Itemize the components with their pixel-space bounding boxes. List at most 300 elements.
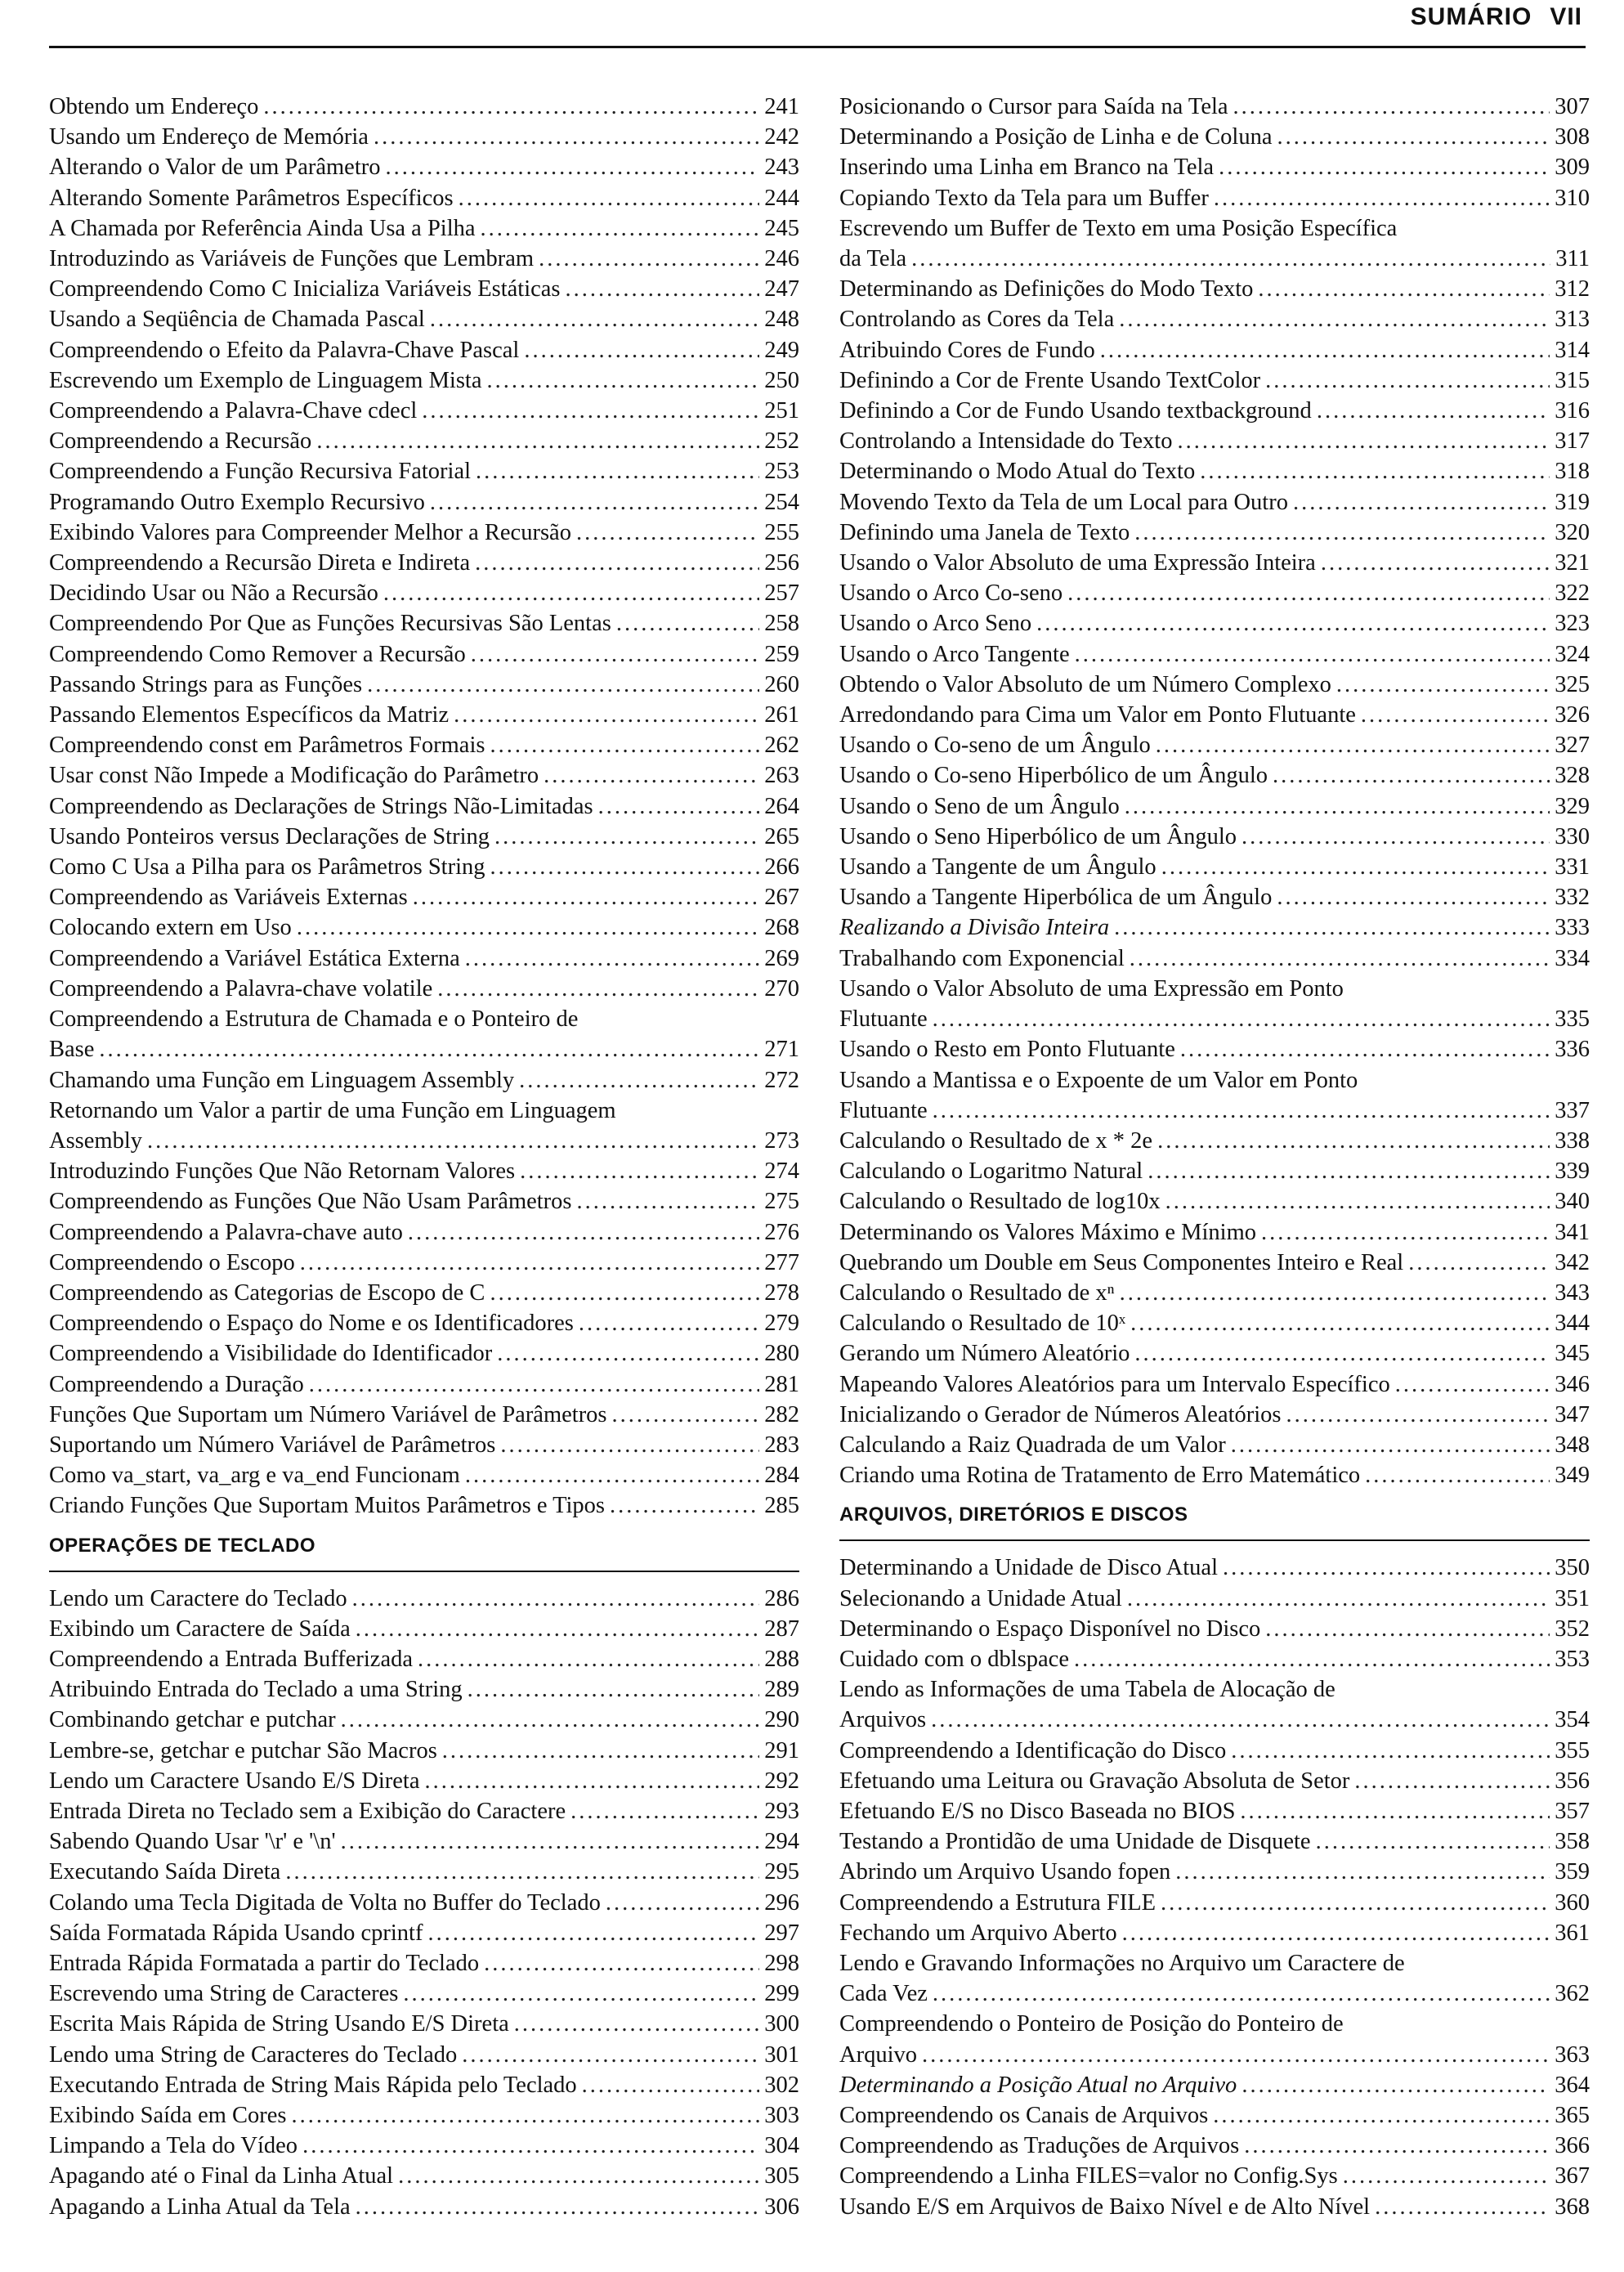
toc-entry-title: Compreendendo as Categorias de Escopo de C (49, 1279, 485, 1306)
toc-entry (49, 1338, 799, 1369)
dot-leader (386, 152, 760, 182)
toc-entry-title: Fechando um Arquivo Aberto (839, 1920, 1117, 1946)
toc-entry-title: Lendo um Caractere do Teclado (49, 1585, 347, 1611)
toc-entry (49, 1796, 799, 1826)
toc-entry (49, 974, 799, 1004)
dot-leader (403, 1978, 759, 2009)
toc-entry-page: 313 (1555, 307, 1590, 333)
toc-entry-title: Decidindo Usar ou Não a Recursão (49, 580, 378, 607)
dot-leader (1165, 1186, 1550, 1217)
toc-entry-title: Usando o Co-seno Hiperbólico de um Ângulo (839, 763, 1268, 789)
toc-entry-page: 288 (764, 1646, 799, 1672)
toc-entry (839, 1888, 1590, 1918)
toc-entry-page: 246 (764, 246, 799, 272)
toc-entry-title: Definindo a Cor de Frente Usando TextColor (839, 367, 1261, 393)
toc-entry-title: Compreendendo a Identificação do Disco (839, 1737, 1227, 1763)
dot-leader (367, 670, 759, 700)
dot-leader (462, 2040, 759, 2070)
toc-entry-page: 347 (1555, 1401, 1590, 1427)
dot-leader (1361, 700, 1550, 730)
toc-entry (839, 1278, 1590, 1308)
toc-entry-title: Calculando o Resultado de xⁿ (839, 1279, 1115, 1306)
toc-entry-title-line: Compreendendo o Ponteiro de Posição do Ponteiro de (839, 2011, 1344, 2037)
dot-leader (1241, 2070, 1550, 2100)
toc-entry-title: Compreendendo o Espaço do Nome e os Identificadores (49, 1311, 574, 1337)
toc-entry-title: Escrevendo um Exemplo de Linguagem Mista (49, 367, 482, 393)
toc-entry-title: Compreendendo a Palavra-chave auto (49, 1219, 403, 1245)
dot-leader (285, 1857, 759, 1887)
dot-leader (1265, 1614, 1550, 1644)
dot-leader (1241, 822, 1550, 852)
toc-entry-title: Compreendendo as Variáveis Externas (49, 885, 408, 911)
toc-entry-page: 362 (1555, 1981, 1590, 2007)
dot-leader (1316, 1826, 1550, 1857)
dot-leader (309, 1369, 759, 1400)
toc-entry (49, 456, 799, 486)
toc-entry-page: 257 (764, 580, 799, 607)
toc-entry (839, 1400, 1590, 1430)
toc-entry-page: 324 (1555, 641, 1590, 667)
toc-entry-title: Entrada Rápida Formatada a partir do Teclado (49, 1950, 480, 1976)
toc-entry-page: 318 (1555, 459, 1590, 485)
toc-entry-title: Compreendendo Como Remover a Recursão (49, 641, 466, 667)
toc-entry (839, 608, 1590, 639)
toc-entry-page: 311 (1555, 246, 1590, 272)
dot-leader (316, 426, 759, 456)
toc-entry (49, 1248, 799, 1278)
toc-entry (839, 548, 1590, 578)
toc-entry-page: 285 (764, 1493, 799, 1519)
toc-entry-page: 315 (1555, 367, 1590, 393)
toc-entry (49, 1918, 799, 1948)
dot-leader (1375, 2192, 1550, 2222)
toc-entry (49, 608, 799, 639)
toc-entry (49, 213, 799, 244)
toc-entry-page: 354 (1555, 1707, 1590, 1733)
dot-leader (1231, 1430, 1550, 1460)
toc-entry-title: Passando Elementos Específicos da Matriz (49, 702, 450, 728)
toc-entry-page: 294 (764, 1829, 799, 1855)
toc-entry-title: Apagando até o Final da Linha Atual (49, 2163, 394, 2189)
dot-leader (352, 1584, 760, 1614)
dot-leader (1277, 122, 1550, 152)
dot-leader (1074, 1644, 1550, 1674)
dot-leader (476, 456, 759, 486)
toc-entry-title: Compreendendo a Palavra-chave volatile (49, 975, 433, 1002)
toc-entry (839, 1614, 1590, 1644)
toc-entry-page: 321 (1555, 550, 1590, 576)
toc-entry-page: 332 (1555, 885, 1590, 911)
toc-entry-title: Efetuando E/S no Disco Baseada no BIOS (839, 1798, 1236, 1824)
dot-leader (1119, 304, 1550, 334)
toc-entry-page: 312 (1555, 276, 1590, 302)
toc-entry-title: Limpando a Tela do Vídeo (49, 2133, 298, 2159)
toc-entry-page: 334 (1555, 945, 1590, 971)
dot-leader (616, 608, 759, 639)
toc-entry (49, 700, 799, 730)
toc-entry-title: Lendo um Caractere Usando E/S Direta (49, 1768, 420, 1794)
dot-leader (1214, 183, 1550, 213)
dot-leader (606, 1888, 759, 1918)
dot-leader (1130, 943, 1550, 974)
dot-leader (582, 2070, 760, 2100)
dot-leader (524, 335, 759, 365)
toc-entry-page: 259 (764, 641, 799, 667)
dot-leader (1231, 1736, 1550, 1766)
toc-entry-title: Cuidado com o dblspace (839, 1646, 1069, 1672)
toc-entry (839, 518, 1590, 548)
toc-entry-title: Compreendendo a Entrada Bufferizada (49, 1646, 413, 1672)
dot-leader (484, 1948, 759, 1978)
toc-entry-title: Determinando o Espaço Disponível no Disco (839, 1615, 1261, 1642)
toc-entry-page: 264 (764, 793, 799, 819)
toc-entry-page: 278 (764, 1279, 799, 1306)
toc-entry-title: Mapeando Valores Aleatórios para um Intervalo Específico (839, 1371, 1390, 1397)
toc-entry (839, 2131, 1590, 2161)
toc-entry (49, 548, 799, 578)
toc-entry (839, 670, 1590, 700)
toc-entry (49, 1857, 799, 1887)
toc-entry (49, 639, 799, 670)
toc-entry-page: 367 (1555, 2163, 1590, 2189)
toc-entry-title-line: Lendo as Informações de uma Tabela de Alocação de (839, 1677, 1335, 1703)
toc-entry-page: 298 (764, 1950, 799, 1976)
toc-entry-page: 361 (1555, 1920, 1590, 1946)
dot-leader (1148, 1156, 1550, 1186)
dot-leader (468, 1674, 760, 1705)
toc-entry-page: 356 (1555, 1768, 1590, 1794)
toc-entry-page: 260 (764, 671, 799, 697)
toc-entry (839, 852, 1590, 882)
toc-entry-page: 328 (1555, 763, 1590, 789)
dot-leader (490, 852, 760, 882)
toc-entry (49, 730, 799, 760)
toc-entry-title: Compreendendo a Palavra-Chave cdecl (49, 398, 418, 424)
toc-entry-title: Executando Saída Direta (49, 1859, 281, 1885)
dot-leader (1273, 760, 1550, 791)
toc-entry-title: Usar const Não Impede a Modificação do Parâmetro (49, 763, 539, 789)
toc-entry-page: 271 (764, 1037, 799, 1063)
dot-leader (514, 2009, 759, 2039)
toc-entry-title: Compreendendo o Efeito da Palavra-Chave Pascal (49, 337, 520, 363)
toc-entry (839, 304, 1590, 334)
toc-entry (839, 1553, 1590, 1583)
toc-entry (49, 1369, 799, 1400)
toc-entry-title: Compreendendo as Funções Que Não Usam Parâmetros (49, 1189, 572, 1215)
dot-leader (494, 822, 759, 852)
toc-entry-page: 280 (764, 1341, 799, 1367)
dot-leader (1134, 1338, 1550, 1369)
toc-entry-title: Como C Usa a Pilha para os Parâmetros String (49, 854, 485, 881)
dot-leader (1336, 670, 1550, 700)
toc-entry-title-line: Retornando um Valor a partir de uma Função em Linguagem (49, 1097, 616, 1123)
toc-entry (49, 1460, 799, 1490)
toc-entry-page: 250 (764, 367, 799, 393)
dot-leader (1213, 2100, 1550, 2131)
toc-entry-page: 338 (1555, 1127, 1590, 1154)
toc-entry-page: 310 (1555, 185, 1590, 211)
toc-entry-title: Escrita Mais Rápida de String Usando E/S Direta (49, 2011, 509, 2037)
toc-entry-title: Calculando a Raiz Quadrada de um Valor (839, 1432, 1226, 1458)
dot-leader (1244, 2131, 1550, 2161)
dot-leader (297, 912, 759, 943)
dot-leader (430, 304, 759, 334)
toc-entry (839, 1796, 1590, 1826)
toc-entry (839, 274, 1590, 304)
toc-entry-page: 366 (1555, 2133, 1590, 2159)
dot-leader (497, 1338, 759, 1369)
dot-leader (487, 365, 760, 396)
toc-entry-title: Inserindo uma Linha em Branco na Tela (839, 155, 1215, 181)
toc-entry (839, 1186, 1590, 1217)
dot-leader (1075, 639, 1550, 670)
toc-entry-page: 359 (1555, 1859, 1590, 1885)
toc-entry-page: 327 (1555, 733, 1590, 759)
toc-entry (49, 1490, 799, 1521)
toc-entry-title: Passando Strings para as Funções (49, 671, 363, 697)
toc-entry-title-line: Compreendendo a Estrutura de Chamada e o Ponteiro de (49, 1006, 579, 1033)
toc-entry-page: 281 (764, 1371, 799, 1397)
toc-entry-page: 241 (764, 94, 799, 119)
toc-entry-title: Compreendendo a Visibilidade do Identificador (49, 1341, 493, 1367)
dot-leader (1180, 1034, 1550, 1064)
toc-entry-title: Exibindo Valores para Compreender Melhor a Recursão (49, 519, 571, 545)
toc-entry-page: 317 (1555, 428, 1590, 455)
toc-entry-page: 254 (764, 489, 799, 515)
toc-entry-title: Realizando a Divisão Inteira (839, 915, 1110, 941)
toc-entry-title: Usando a Tangente Hiperbólica de um Ângulo (839, 885, 1273, 911)
toc-entry-title: Criando Funções Que Suportam Muitos Parâmetros e Tipos (49, 1493, 606, 1519)
toc-entry (49, 1978, 799, 2009)
dot-leader (454, 700, 759, 730)
toc-entry (49, 1156, 799, 1186)
toc-entry (49, 244, 799, 274)
toc-entry-page: 291 (764, 1737, 799, 1763)
dot-leader (1161, 852, 1550, 882)
toc-entry (49, 852, 799, 882)
toc-entry (49, 670, 799, 700)
toc-entry-title: Calculando o Resultado de log10x (839, 1189, 1161, 1215)
dot-leader (1354, 1766, 1550, 1796)
toc-entry-page: 353 (1555, 1646, 1590, 1672)
toc-entry-page: 244 (764, 185, 799, 211)
toc-entry (839, 882, 1590, 912)
toc-entry-title: Alterando o Valor de um Parâmetro (49, 155, 381, 181)
dot-leader (610, 1490, 759, 1521)
toc-entry-page: 319 (1555, 489, 1590, 515)
toc-entry-title: Cada Vez (839, 1981, 928, 2007)
toc-entry-page: 301 (764, 2041, 799, 2068)
toc-entry-title: Controlando a Intensidade do Texto (839, 428, 1173, 455)
running-head (1411, 3, 1582, 31)
toc-entry (49, 2131, 799, 2161)
toc-entry (49, 274, 799, 304)
toc-entry (839, 578, 1590, 608)
toc-entry-page: 316 (1555, 398, 1590, 424)
dot-leader (1114, 912, 1550, 943)
toc-entry (49, 1826, 799, 1857)
toc-entry-title: Colocando extern em Uso (49, 915, 292, 941)
toc-entry-page: 243 (764, 155, 799, 181)
toc-entry-page: 363 (1555, 2041, 1590, 2068)
dot-leader (1321, 548, 1550, 578)
toc-entry-page: 290 (764, 1707, 799, 1733)
toc-entry-page: 295 (764, 1859, 799, 1885)
toc-entry-page: 308 (1555, 124, 1590, 150)
toc-entry-title: Combinando getchar e putchar (49, 1707, 336, 1733)
toc-entry (49, 1278, 799, 1308)
toc-entry (839, 791, 1590, 822)
toc-entry-page: 352 (1555, 1615, 1590, 1642)
toc-entry-page: 286 (764, 1585, 799, 1611)
toc-entry (839, 943, 1590, 974)
toc-entry-title: Determinando a Unidade de Disco Atual (839, 1555, 1218, 1581)
toc-entry (49, 335, 799, 365)
toc-entry-page: 266 (764, 854, 799, 881)
dot-leader (427, 1918, 759, 1948)
toc-entry-title: Inicializando o Gerador de Números Aleatórios (839, 1401, 1282, 1427)
toc-entry-page: 248 (764, 307, 799, 333)
toc-entry-page: 322 (1555, 580, 1590, 607)
toc-entry (49, 882, 799, 912)
dot-leader (933, 1004, 1550, 1034)
toc-entry-title: Chamando uma Função em Linguagem Assembly (49, 1067, 515, 1093)
dot-leader (341, 1826, 760, 1857)
dot-leader (408, 1217, 759, 1248)
toc-entry (49, 1674, 799, 1705)
toc-entry-title: Flutuante (839, 1097, 928, 1123)
toc-entry (49, 2040, 799, 2070)
toc-entry (839, 822, 1590, 852)
toc-entry (839, 122, 1590, 152)
toc-right-column (839, 92, 1590, 2222)
dot-leader (576, 518, 759, 548)
toc-entry-page: 326 (1555, 702, 1590, 728)
dot-leader (1395, 1369, 1550, 1400)
toc-entry (839, 1705, 1590, 1735)
toc-entry-page: 289 (764, 1677, 799, 1703)
dot-leader (292, 2100, 760, 2131)
dot-leader (1240, 1796, 1550, 1826)
dot-leader (1156, 730, 1550, 760)
section-heading: OPERAÇÕES DE TECLADO (49, 1535, 799, 1572)
dot-leader (481, 213, 760, 244)
toc-entry-title: Sabendo Quando Usar '\r' e '\n' (49, 1829, 336, 1855)
toc-entry (839, 1004, 1590, 1034)
toc-entry-title: Saída Formatada Rápida Usando cprintf (49, 1920, 423, 1946)
toc-entry-title: Trabalhando com Exponencial (839, 945, 1125, 971)
toc-entry-page: 348 (1555, 1432, 1590, 1458)
toc-entry (839, 487, 1590, 518)
toc-left-column (49, 92, 799, 2222)
toc-entry-title: Atribuindo Cores de Fundo (839, 337, 1095, 363)
toc-entry-page: 340 (1555, 1189, 1590, 1215)
toc-entry-page: 299 (764, 1981, 799, 2007)
toc-entry (49, 1766, 799, 1796)
section-heading: ARQUIVOS, DIRETÓRIOS E DISCOS (839, 1503, 1590, 1541)
dot-leader (1134, 518, 1550, 548)
toc-entry-title: Gerando um Número Aleatório (839, 1341, 1130, 1367)
toc-entry (49, 1308, 799, 1338)
toc-entry (49, 2161, 799, 2191)
toc-entry (839, 1308, 1590, 1338)
toc-entry (839, 700, 1590, 730)
toc-entry (839, 1338, 1590, 1369)
toc-entry-page: 300 (764, 2011, 799, 2037)
toc-entry (49, 2009, 799, 2039)
toc-entry-title: Selecionando a Unidade Atual (839, 1585, 1122, 1611)
toc-entry-title: Movendo Texto da Tela de um Local para Outro (839, 489, 1288, 515)
toc-entry-title: Arredondando para Cima um Valor em Ponto Flutuante (839, 702, 1356, 728)
toc-entry-page: 267 (764, 885, 799, 911)
toc-entry-page: 269 (764, 945, 799, 971)
page-header (49, 0, 1586, 48)
toc-entry (49, 487, 799, 518)
toc-entry-title: Compreendendo Por Que as Funções Recursivas São Lentas (49, 611, 611, 637)
toc-entry-title: Posicionando o Cursor para Saída na Tela (839, 94, 1228, 119)
dot-leader (1265, 365, 1550, 396)
dot-leader (147, 1126, 759, 1156)
toc-entry-title: Compreendendo a Função Recursiva Fatorial (49, 459, 472, 485)
toc-entry-page: 309 (1555, 155, 1590, 181)
toc-entry-page: 302 (764, 2072, 799, 2098)
toc-entry-title: Usando o Seno de um Ângulo (839, 793, 1120, 819)
toc-entry-page: 247 (764, 276, 799, 302)
toc-entry (839, 1217, 1590, 1248)
toc-entry-page: 265 (764, 823, 799, 849)
toc-entry-page: 305 (764, 2163, 799, 2189)
toc-entry (49, 426, 799, 456)
toc-entry-title: Base (49, 1037, 95, 1063)
dot-leader (465, 943, 759, 974)
toc-entry-page: 242 (764, 124, 799, 150)
toc-entry-page: 306 (764, 2194, 799, 2220)
toc-entry-page: 355 (1555, 1737, 1590, 1763)
toc-entry (839, 912, 1590, 943)
toc-entry-title: Exibindo um Caractere de Saída (49, 1615, 351, 1642)
toc-entry-title: Abrindo um Arquivo Usando fopen (839, 1859, 1171, 1885)
toc-entry-page: 261 (764, 702, 799, 728)
toc-entry-title: Compreendendo as Declarações de Strings Não-Limitadas (49, 793, 593, 819)
toc-entry (839, 335, 1590, 365)
dot-leader (356, 1614, 759, 1644)
dot-leader (566, 274, 760, 304)
toc-entry-title: Arquivos (839, 1707, 927, 1733)
toc-entry-title: Apagando a Linha Atual da Tela (49, 2194, 351, 2220)
toc-entry-page: 333 (1555, 915, 1590, 941)
toc-entry (839, 2070, 1590, 2100)
toc-entry (839, 1766, 1590, 1796)
dot-leader (413, 882, 760, 912)
dot-leader (1261, 1217, 1550, 1248)
toc-entry (49, 518, 799, 548)
dot-leader (1161, 1888, 1550, 1918)
toc-entry (839, 1736, 1590, 1766)
toc-entry-title: Assembly (49, 1127, 142, 1154)
dot-leader (539, 244, 759, 274)
toc-entry-title: Efetuando uma Leitura ou Gravação Absoluta de Setor (839, 1768, 1350, 1794)
toc-entry (839, 456, 1590, 486)
toc-entry-title: Usando o Arco Seno (839, 611, 1032, 637)
dot-leader (1100, 335, 1550, 365)
toc-entry-title: Colando uma Tecla Digitada de Volta no Buffer do Teclado (49, 1889, 601, 1916)
toc-entry-page: 253 (764, 459, 799, 485)
toc-entry-page: 336 (1555, 1037, 1590, 1063)
toc-entry-page: 329 (1555, 793, 1590, 819)
dot-leader (1408, 1248, 1550, 1278)
toc-entry-page: 343 (1555, 1279, 1590, 1306)
toc-entry (49, 822, 799, 852)
